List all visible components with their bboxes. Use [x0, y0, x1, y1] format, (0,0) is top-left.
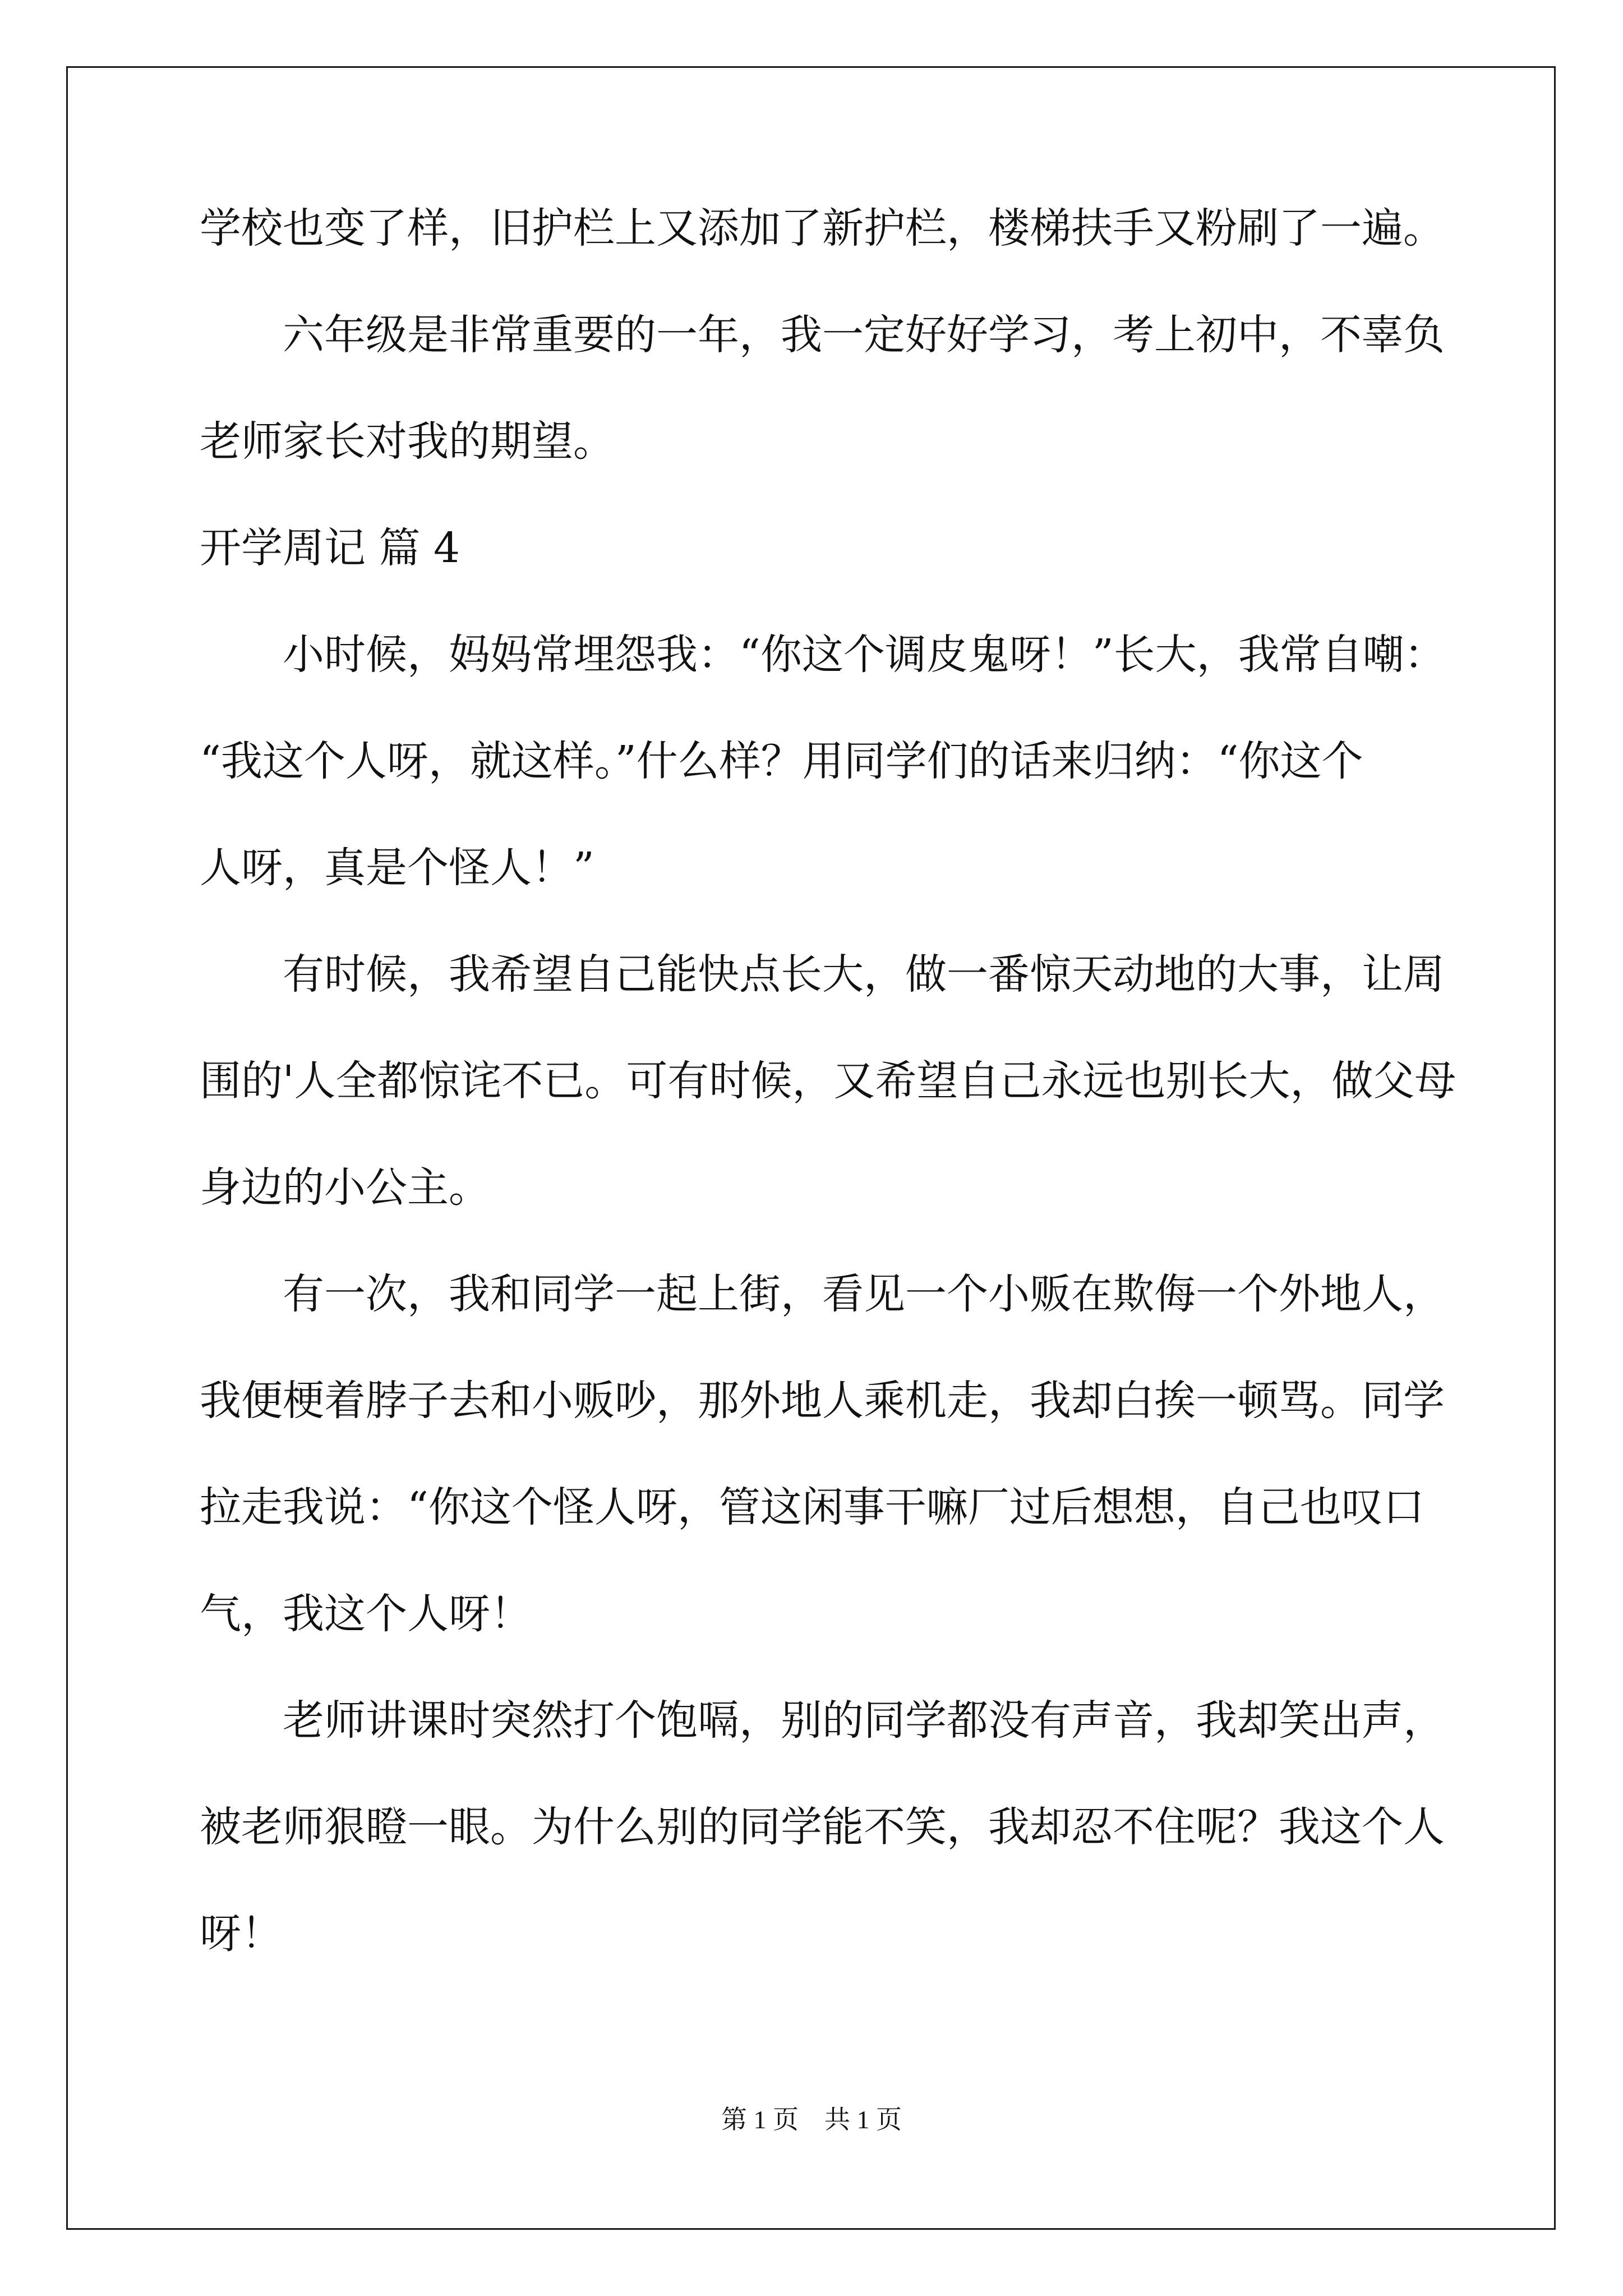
- section-heading: 开学周记 篇 4: [200, 524, 460, 572]
- paragraph-line: “我这个人呀，就这样。”什么样？用同学们的话来归纳：“你这个: [200, 737, 1363, 785]
- paragraph-line: 围的'人全都惊诧不已。可有时候，又希望自己永远也别长大，做父母: [200, 1057, 1456, 1105]
- paragraph-line: 呀！: [200, 1910, 283, 1958]
- paragraph-line: 拉走我说：“你这个怪人呀，管这闲事干嘛厂过后想想，自己也叹口: [200, 1483, 1424, 1531]
- paragraph-line: 老师家长对我的期望。: [200, 417, 615, 466]
- page-number-footer: 第 1 页 共 1 页: [721, 2105, 902, 2134]
- document-body: [200, 204, 1456, 2019]
- paragraph-line: 六年级是非常重要的一年，我一定好好学习，考上初中，不辜负: [283, 311, 1445, 359]
- paragraph-line: 学校也变了样，旧护栏上又添加了新护栏，楼梯扶手又粉刷了一遍。: [200, 204, 1445, 252]
- paragraph-line: 被老师狠瞪一眼。为什么别的同学能不笑，我却忍不住呢？我这个人: [200, 1803, 1445, 1851]
- paragraph-line: 老师讲课时突然打个饱嗝，别的同学都没有声音，我却笑出声，: [283, 1696, 1445, 1745]
- paragraph-line: 小时候，妈妈常埋怨我：“你这个调皮鬼呀！”长大，我常自嘲：: [283, 631, 1446, 679]
- paragraph-line: 有时候，我希望自己能快点长大，做一番惊天动地的大事，让周: [283, 950, 1445, 999]
- paragraph-line: 人呀，真是个怪人！”: [200, 844, 594, 892]
- paragraph-line: 有一次，我和同学一起上街，看见一个小贩在欺侮一个外地人，: [283, 1270, 1445, 1318]
- paragraph-line: 身边的小公主。: [200, 1163, 490, 1212]
- paragraph-line: 气，我这个人呀！: [200, 1590, 532, 1638]
- paragraph-line: 我便梗着脖子去和小贩吵，那外地人乘机走，我却白挨一顿骂。同学: [200, 1377, 1445, 1425]
